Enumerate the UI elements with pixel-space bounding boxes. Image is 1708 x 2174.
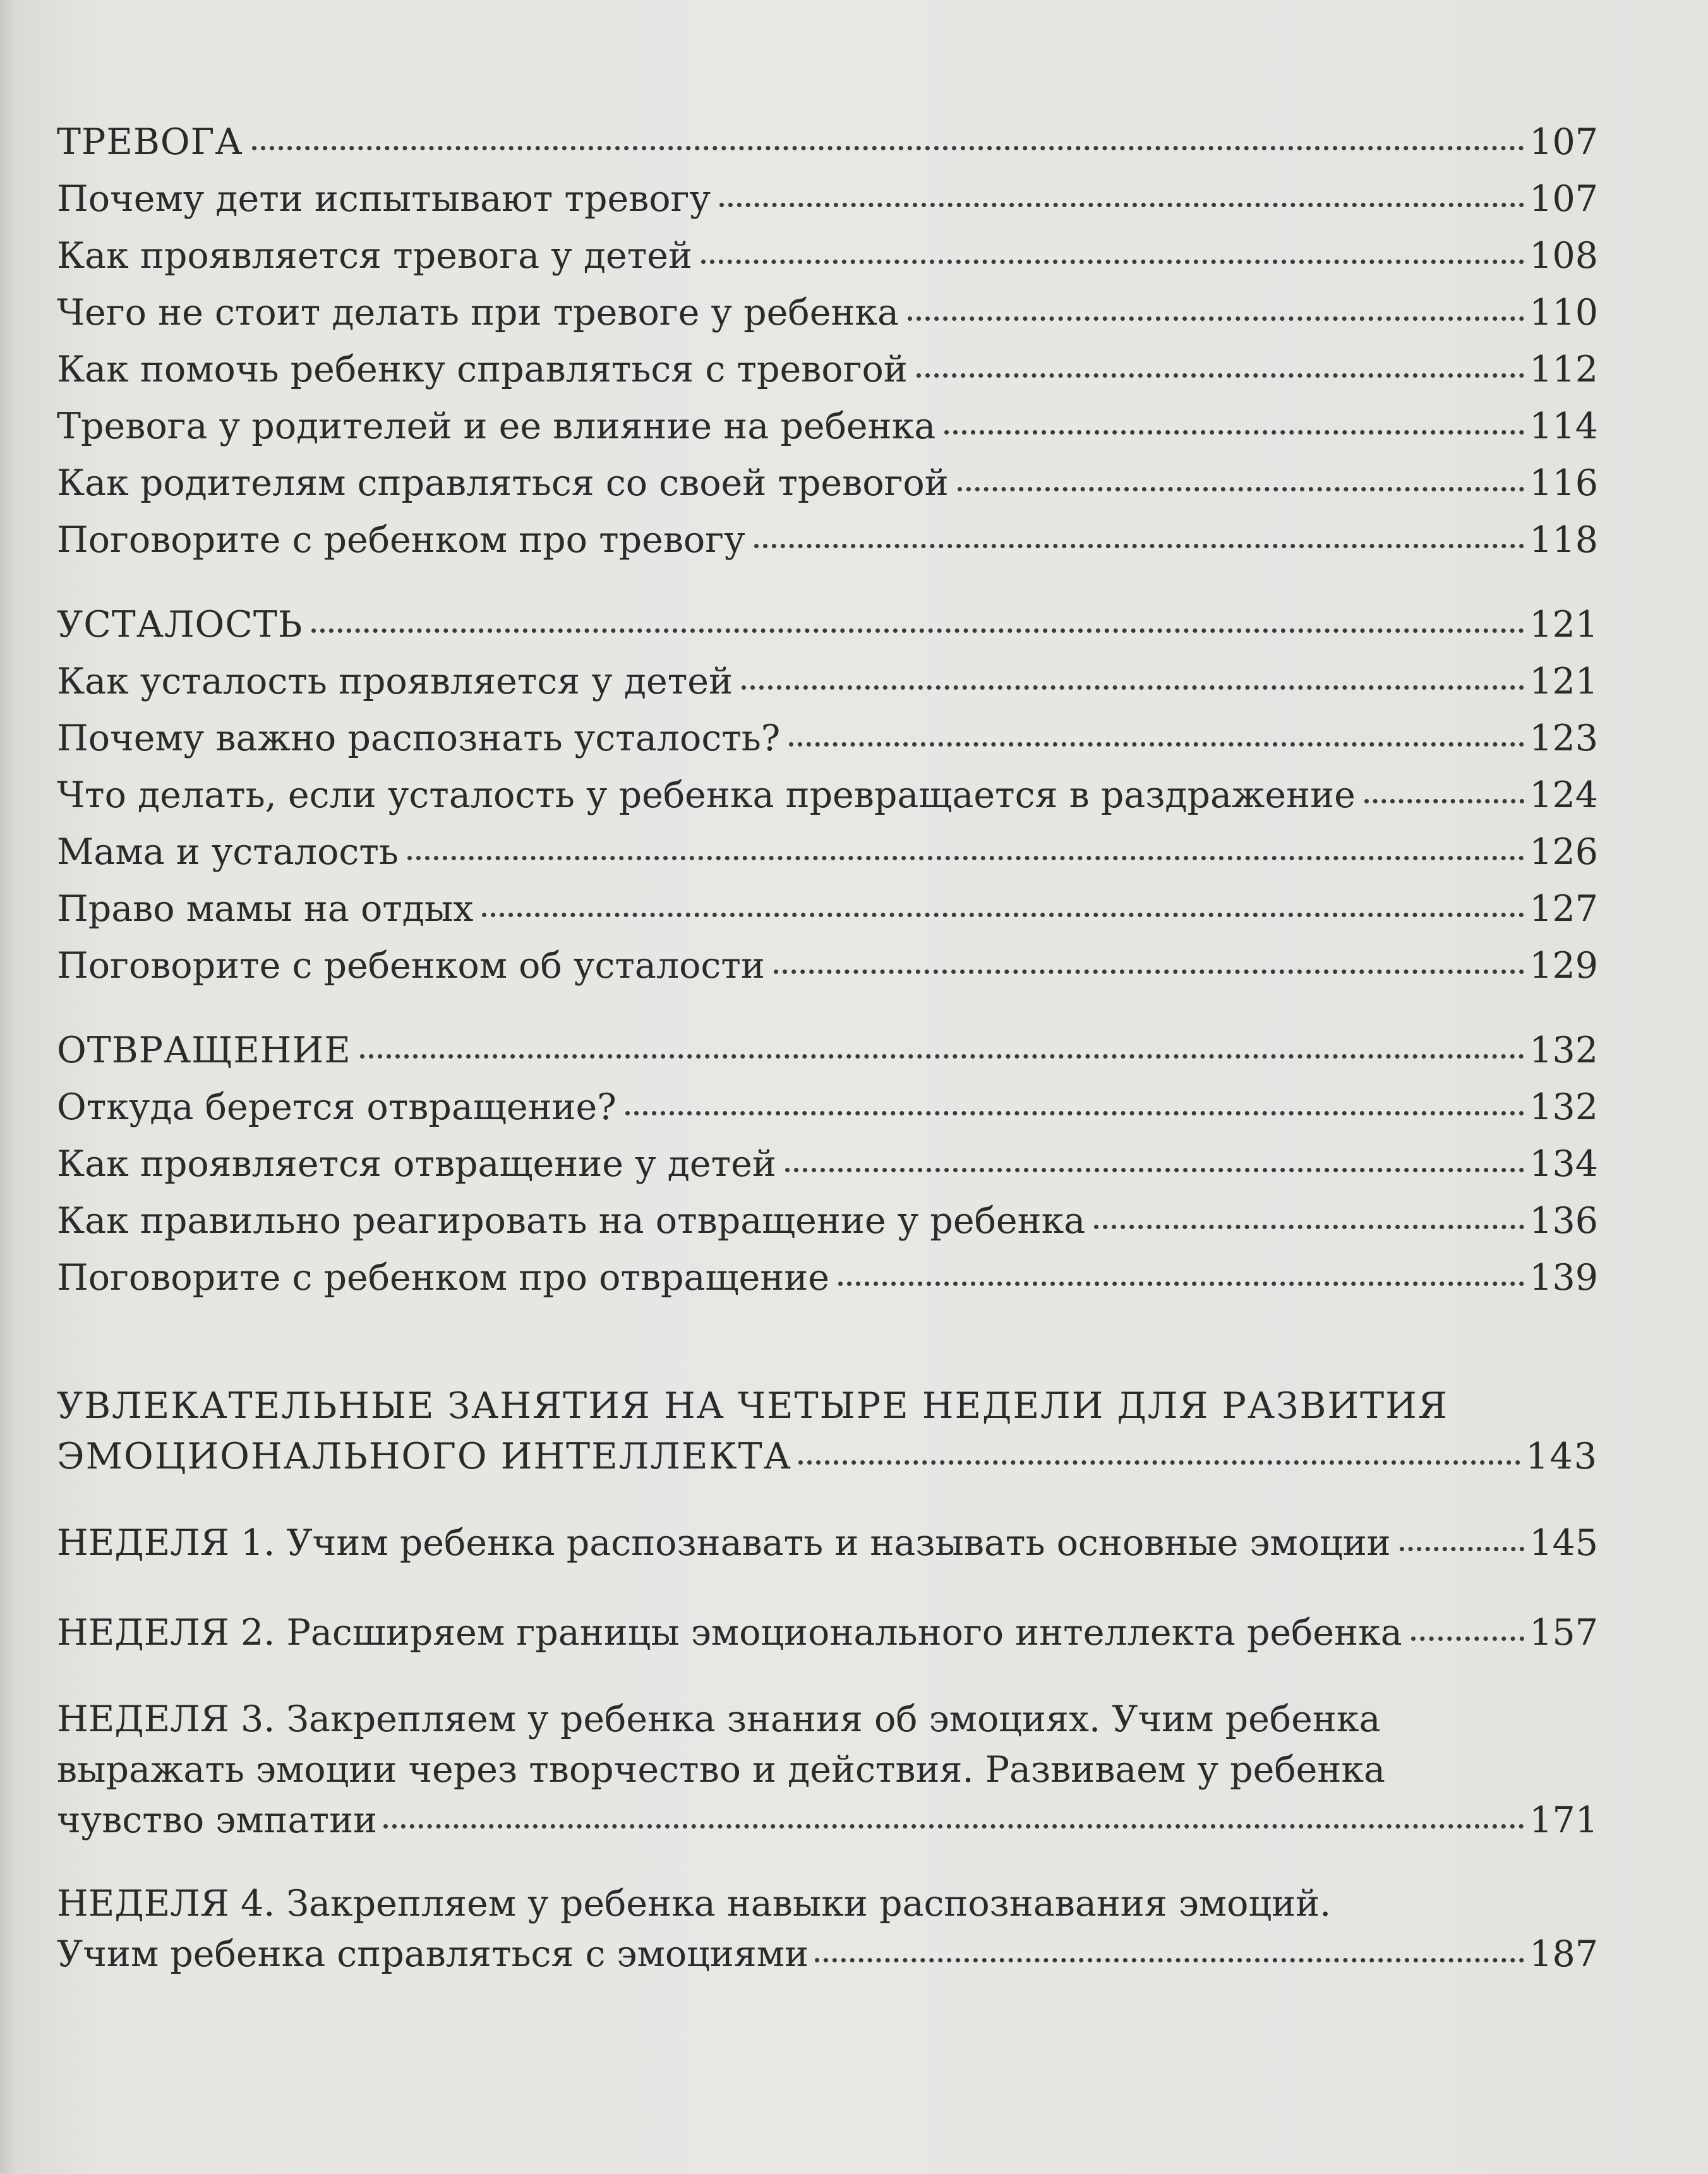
page-number: 129 xyxy=(1529,945,1598,987)
page-number: 132 xyxy=(1529,1086,1598,1128)
toc-entry xyxy=(57,1249,1598,1306)
toc-entry xyxy=(57,824,1598,880)
spacer xyxy=(57,568,1598,596)
toc-entry xyxy=(57,937,1598,994)
page-number: 187 xyxy=(1529,1933,1598,1975)
dot-leader xyxy=(838,1282,1524,1286)
page-number: 116 xyxy=(1529,462,1598,504)
dot-leader xyxy=(1364,799,1524,803)
entry-line: чувство эмпатии xyxy=(57,1799,378,1841)
entry-label: Право мамы на отдых xyxy=(57,888,474,930)
page-number: 112 xyxy=(1529,349,1598,390)
toc-week-2 xyxy=(57,1604,1598,1661)
dot-leader xyxy=(1411,1637,1524,1641)
toc-entry xyxy=(57,455,1598,512)
entry-label: Как родителям справляться со своей тревогой xyxy=(57,462,949,504)
toc-entry xyxy=(57,767,1598,824)
entry-label: НЕДЕЛЯ 1. Учим ребенка распознавать и называть основные эмоции xyxy=(57,1522,1391,1564)
page-number: 108 xyxy=(1529,235,1598,277)
heading-last-line xyxy=(57,1431,1598,1482)
dot-leader xyxy=(252,146,1525,150)
entry-line: выражать эмоции через творчество и действия. Развиваем у ребенка xyxy=(57,1749,1385,1791)
page-number: 107 xyxy=(1529,178,1598,220)
page-number: 124 xyxy=(1529,774,1598,816)
page-number: 143 xyxy=(1525,1436,1598,1477)
entry-label: Поговорите с ребенком про отвращение xyxy=(57,1257,829,1299)
entry-label: Как помочь ребенку справляться с тревогой xyxy=(57,349,908,390)
dot-leader xyxy=(360,1054,1524,1059)
dot-leader xyxy=(798,1460,1520,1465)
page-number: 136 xyxy=(1529,1200,1598,1242)
dot-leader xyxy=(917,373,1524,378)
page-number: 126 xyxy=(1529,831,1598,873)
page-number: 145 xyxy=(1529,1522,1598,1564)
toc-entry xyxy=(57,1079,1598,1136)
dot-leader xyxy=(383,1824,1524,1829)
spacer xyxy=(57,1661,1598,1694)
dot-leader xyxy=(625,1111,1524,1115)
dot-leader xyxy=(1400,1547,1525,1551)
entry-label: Откуда берется отвращение? xyxy=(57,1086,616,1128)
toc-entry xyxy=(57,171,1598,227)
spacer xyxy=(57,1482,1598,1515)
entry-label: Почему важно распознать усталость? xyxy=(57,718,781,759)
page-number: 134 xyxy=(1529,1143,1598,1185)
page-number: 110 xyxy=(1529,292,1598,333)
page-number: 107 xyxy=(1529,121,1598,163)
dot-leader xyxy=(785,1168,1524,1172)
entry-label: Как правильно реагировать на отвращение у ребенка xyxy=(57,1200,1086,1242)
entry-label: Тревога у родителей и ее влияние на ребенка xyxy=(57,405,936,447)
dot-leader xyxy=(719,203,1524,207)
entry-label: НЕДЕЛЯ 2. Расширяем границы эмоционального интеллекта ребенка xyxy=(57,1612,1402,1654)
toc-section-fatigue xyxy=(57,596,1598,653)
toc-entry xyxy=(57,227,1598,284)
entry-label: Почему дети испытывают тревогу xyxy=(57,178,711,220)
section-title: ОТВРАЩЕНИЕ xyxy=(57,1030,351,1071)
toc-week-1 xyxy=(57,1515,1598,1571)
entry-label: Поговорите с ребенком про тревогу xyxy=(57,519,745,561)
toc-activities-heading xyxy=(57,1381,1598,1482)
spacer xyxy=(57,1306,1598,1381)
toc-week-4 xyxy=(57,1878,1598,1979)
toc-section-anxiety xyxy=(57,114,1598,171)
entry-label: Как проявляется тревога у детей xyxy=(57,235,692,277)
spacer xyxy=(57,1846,1598,1878)
toc-section-disgust xyxy=(57,1022,1598,1079)
page-number: 118 xyxy=(1529,519,1598,561)
toc-entry xyxy=(57,653,1598,710)
dot-leader xyxy=(815,1958,1524,1962)
dot-leader xyxy=(754,544,1525,548)
toc-entry xyxy=(57,398,1598,455)
page-number: 123 xyxy=(1529,718,1598,759)
entry-label: Что делать, если усталость у ребенка превращается в раздражение xyxy=(57,774,1356,816)
dot-leader xyxy=(311,628,1524,633)
page-number: 139 xyxy=(1529,1257,1598,1299)
page-number: 127 xyxy=(1529,888,1598,930)
dot-leader xyxy=(1094,1225,1524,1229)
entry-last-line xyxy=(57,1795,1598,1846)
entry-label: Как усталость проявляется у детей xyxy=(57,661,733,702)
dot-leader xyxy=(944,430,1524,435)
toc-entry xyxy=(57,512,1598,568)
dot-leader xyxy=(789,742,1524,747)
page-number: 121 xyxy=(1529,604,1598,646)
heading-line: УВЛЕКАТЕЛЬНЫЕ ЗАНЯТИЯ НА ЧЕТЫРЕ НЕДЕЛИ ДЛЯ РАЗВИТИЯ xyxy=(57,1385,1448,1427)
entry-line: Учим ребенка справляться с эмоциями xyxy=(57,1933,809,1975)
page-number: 114 xyxy=(1529,405,1598,447)
entry-line: НЕДЕЛЯ 3. Закрепляем у ребенка знания об эмоциях. Учим ребенка xyxy=(57,1698,1381,1740)
entry-line: НЕДЕЛЯ 4. Закрепляем у ребенка навыки распознавания эмоций. xyxy=(57,1883,1332,1925)
dot-leader xyxy=(482,913,1524,917)
page-number: 121 xyxy=(1529,661,1598,702)
entry-label: Поговорите с ребенком об усталости xyxy=(57,945,765,987)
page-number: 157 xyxy=(1529,1612,1598,1654)
section-title: УСТАЛОСТЬ xyxy=(57,604,303,646)
toc-week-3 xyxy=(57,1694,1598,1846)
toc-entry xyxy=(57,880,1598,937)
dot-leader xyxy=(742,685,1524,690)
toc-entry xyxy=(57,1136,1598,1192)
toc-entry xyxy=(57,1192,1598,1249)
toc-entry xyxy=(57,710,1598,767)
dot-leader xyxy=(407,856,1524,860)
dot-leader xyxy=(958,487,1525,491)
table-of-contents xyxy=(57,114,1598,1979)
page-spine-edge xyxy=(0,0,18,2174)
spacer xyxy=(57,994,1598,1022)
spacer xyxy=(57,1571,1598,1604)
dot-leader xyxy=(701,260,1524,264)
page-number: 132 xyxy=(1529,1030,1598,1071)
heading-line: ЭМОЦИОНАЛЬНОГО ИНТЕЛЛЕКТА xyxy=(57,1436,792,1477)
page-number: 171 xyxy=(1529,1799,1598,1841)
entry-label: Мама и усталость xyxy=(57,831,399,873)
entry-label: Чего не стоит делать при тревоге у ребенка xyxy=(57,292,899,333)
dot-leader xyxy=(774,970,1524,974)
entry-last-line xyxy=(57,1929,1598,1979)
entry-label: Как проявляется отвращение у детей xyxy=(57,1143,776,1185)
section-title: ТРЕВОГА xyxy=(57,121,243,163)
dot-leader xyxy=(908,316,1524,321)
toc-entry xyxy=(57,341,1598,398)
toc-entry xyxy=(57,284,1598,341)
